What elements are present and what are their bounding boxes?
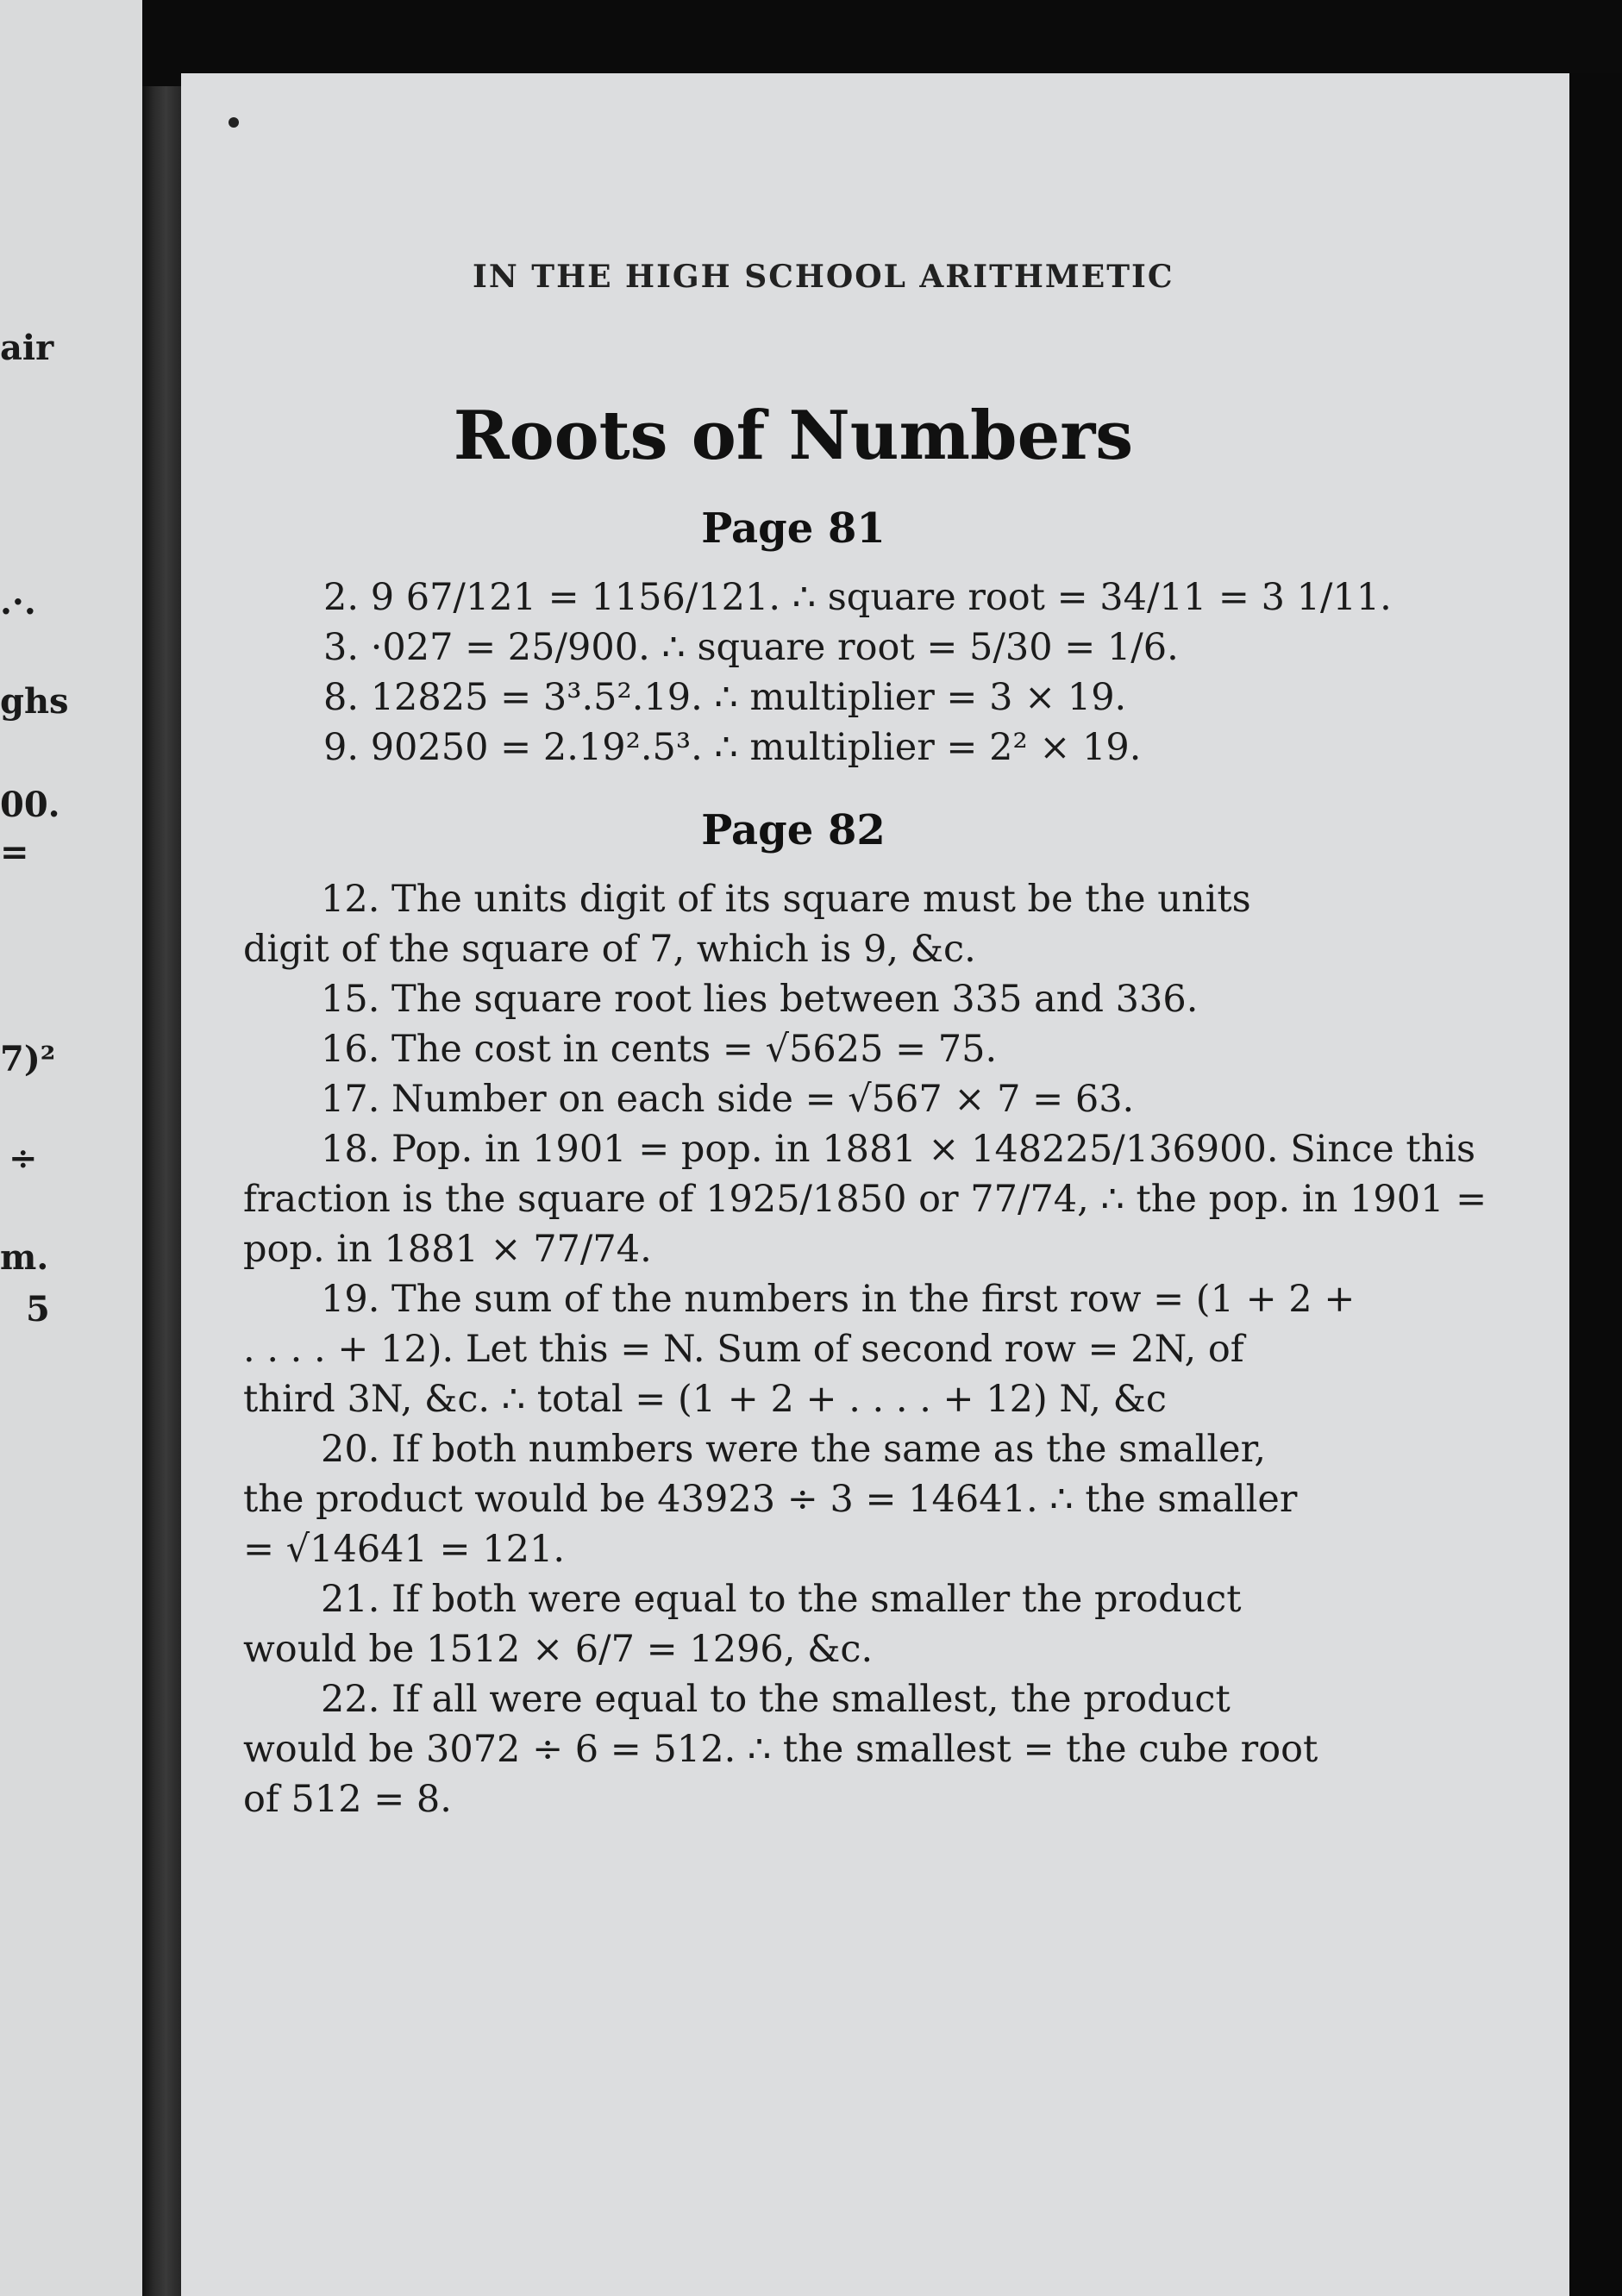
paragraph-line: 20. If both numbers were the same as the smaller, [321, 1428, 1267, 1471]
paragraph-line: fraction is the square of 1925/1850 or 77/74, ∴ the pop. in 1901 = [243, 1178, 1487, 1221]
paragraph-line: digit of the square of 7, which is 9, &c. [243, 928, 976, 971]
running-header: IN THE HIGH SCHOOL ARITHMETIC [473, 259, 1174, 295]
paragraph-line: pop. in 1881 × 77/74. [243, 1228, 652, 1271]
paragraph-line: 16. The cost in cents = √5625 = 75. [321, 1028, 998, 1071]
left-fragment: m. [0, 1237, 49, 1278]
answer-line: 9. 90250 = 2.19².5³. ∴ multiplier = 2² × 19. [323, 726, 1142, 769]
section-heading-page-81: Page 81 [701, 504, 886, 553]
paragraph-line: of 512 = 8. [243, 1778, 452, 1821]
left-fragment: = [0, 832, 29, 873]
left-fragment: 7)² [0, 1039, 56, 1079]
left-fragment: 00. [0, 785, 60, 825]
section-heading-page-82: Page 82 [701, 806, 886, 854]
paragraph-line: 17. Number on each side = √567 × 7 = 63. [321, 1078, 1135, 1121]
answer-line: 8. 12825 = 3³.5².19. ∴ multiplier = 3 × 19. [323, 676, 1127, 719]
left-fragment: ÷ [9, 1138, 38, 1179]
left-page-fragment [0, 0, 142, 2296]
paragraph-line: 21. If both were equal to the smaller the product [321, 1578, 1242, 1621]
left-fragment: ghs [0, 681, 69, 722]
paragraph-line: would be 1512 × 6/7 = 1296, &c. [243, 1628, 874, 1671]
paragraph-line: 19. The sum of the numbers in the first row = (1 + 2 + [321, 1278, 1356, 1321]
answer-line: 2. 9 67/121 = 1156/121. ∴ square root = 34/11 = 3 1/11. [323, 576, 1392, 619]
page-title: Roots of Numbers [453, 397, 1134, 475]
paragraph-line: third 3N, &c. ∴ total = (1 + 2 + . . . . + 12) N, &c [243, 1378, 1167, 1421]
paragraph-line: 15. The square root lies between 335 and 336. [321, 978, 1199, 1021]
paragraph-line: . . . . + 12). Let this = N. Sum of second row = 2N, of [243, 1328, 1244, 1371]
left-fragment: .·. [0, 582, 36, 622]
paragraph-line: the product would be 43923 ÷ 3 = 14641. ∴ the smaller [243, 1478, 1298, 1521]
paragraph-line: would be 3072 ÷ 6 = 512. ∴ the smallest = the cube root [243, 1728, 1318, 1771]
paragraph-line: 18. Pop. in 1901 = pop. in 1881 × 148225/136900. Since this [321, 1128, 1476, 1171]
ink-dot [229, 117, 239, 128]
left-fragment: air [0, 328, 54, 368]
paragraph-line: = √14641 = 121. [243, 1528, 565, 1571]
answer-line: 3. ·027 = 25/900. ∴ square root = 5/30 = 1/6. [323, 626, 1179, 669]
paragraph-line: 12. The units digit of its square must be the units [321, 878, 1251, 921]
left-fragment: 5 [26, 1289, 50, 1329]
paragraph-line: 22. If all were equal to the smallest, the product [321, 1678, 1231, 1721]
